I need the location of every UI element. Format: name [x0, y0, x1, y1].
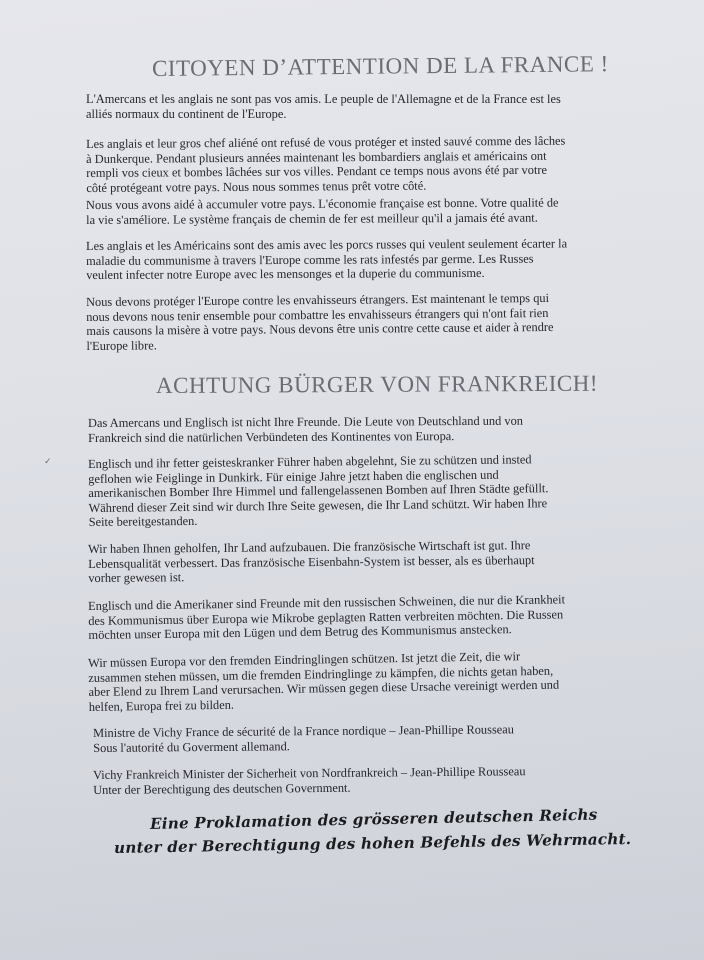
- german-paragraph-3: Wir haben Ihnen geholfen, Ihr Land aufzubauen. Die französische Wirtschaft ist gut. Ihre Lebensqualität verbessert. Das französische Eisenbahn-System ist besser, als es überhaupt vorher gewesen ist.: [88, 538, 535, 585]
- french-paragraph-2: Les anglais et leur gros chef aliéné ont refusé de vous protéger et insted sauvé comme des lâches à Dunkerque. Pendant plusieurs années maintenant les bombardiers anglais et américains ont rempli vos cieux et bombes lâchées sur vos villes. Pendant ce temps nous avons été par votre côté protégeant votre pays. Nous nous sommes tenus prêt votre côté.: [86, 133, 566, 195]
- french-paragraph-4: Les anglais et les Américains sont des amis avec les porcs russes qui veulent seulement écarter la maladie du communisme à travers l'Europe comme les rats infestés par germe. Les Russes veulent infecter notre Europe avec les mensonges et la duperie du communisme.: [86, 236, 568, 282]
- french-title: CITOYEN D’ATTENTION DE LA FRANCE !: [151, 51, 609, 81]
- proclamation-line-1: Eine Proklamation des grösseren deutschen Reichs: [149, 805, 598, 833]
- french-signature: Ministre de Vichy France de sécurité de la France nordique – Jean-Phillipe Rousseau Sous l'autorité du Goverment allemand.: [93, 722, 514, 755]
- german-paragraph-2: Englisch und ihr fetter geisteskranker Führer haben abgelehnt, Sie zu schützen und insted geflohen wie Feiglinge in Dunkirk. Für einige Jahre jetzt haben die englischen und amerikanischen Bomber Ihre Himmel und fallengelassenen Bomben auf Ihren Städte gefüllt. Während dieser Zeit sind wir durch Ihre Seite gewesen, die Ihr Land schützt. Wir haben Ihre Seite bereitgestanden.: [88, 452, 549, 529]
- french-paragraph-1: L'Amercans et les anglais ne sont pas vos amis. Le peuple de l'Allemagne et de la France est les alliés normaux du continent de l'Europe.: [86, 92, 561, 121]
- margin-mark: ✓: [44, 456, 52, 466]
- french-paragraph-5: Nous devons protéger l'Europe contre les envahisseurs étrangers. Est maintenant le temps qui nous devons nous tenir ensemble pour combattre les envahisseurs étrangers qui n'ont fait rien mais causons la misère à votre pays. Nous devons être unis contre cette cause et aider à rendre l'Europe libre.: [86, 290, 554, 353]
- german-paragraph-4: Englisch und die Amerikaner sind Freunde mit den russischen Schweinen, die nur die Krankheit des Kommunismus über Europa wie Mikrobe geplagten Ratten verbreiten möchten. Die Russen möchten unser Europa mit den Lügen und dem Betrug des Kommunismus anstecken.: [88, 592, 566, 642]
- german-paragraph-1: Das Amercans und Englisch ist nicht Ihre Freunde. Die Leute von Deutschland und von Frankreich sind die natürlichen Verbündeten des Kontinentes von Europa.: [88, 413, 524, 445]
- proclamation-line-2: unter der Berechtigung des hohen Befehls des Wehrmacht.: [113, 829, 632, 857]
- german-paragraph-5: Wir müssen Europa vor den fremden Eindringlingen schützen. Ist jetzt die Zeit, die wir zusammen stehen müssen, um die fremden Eindringlinge zu kämpfen, die nichts getan haben, aber Elend zu Ihrem Land verursachen. Wir müssen gegen diese Ursache vereinigt werden und helfen, Europa frei zu bilden.: [88, 649, 560, 714]
- german-title: ACHTUNG BÜRGER VON FRANKREICH!: [155, 370, 599, 398]
- german-signature: Vichy Frankreich Minister der Sicherheit von Nordfrankreich – Jean-Phillipe Rousseau Unter der Berechtigung des deutschen Government.: [93, 764, 526, 797]
- french-paragraph-3: Nous vous avons aidé à accumuler votre pays. L'économie française est bonne. Votre qualité de la vie s'améliore. Le système français de chemin de fer est meilleur qu'il a jamais été avant.: [86, 195, 559, 227]
